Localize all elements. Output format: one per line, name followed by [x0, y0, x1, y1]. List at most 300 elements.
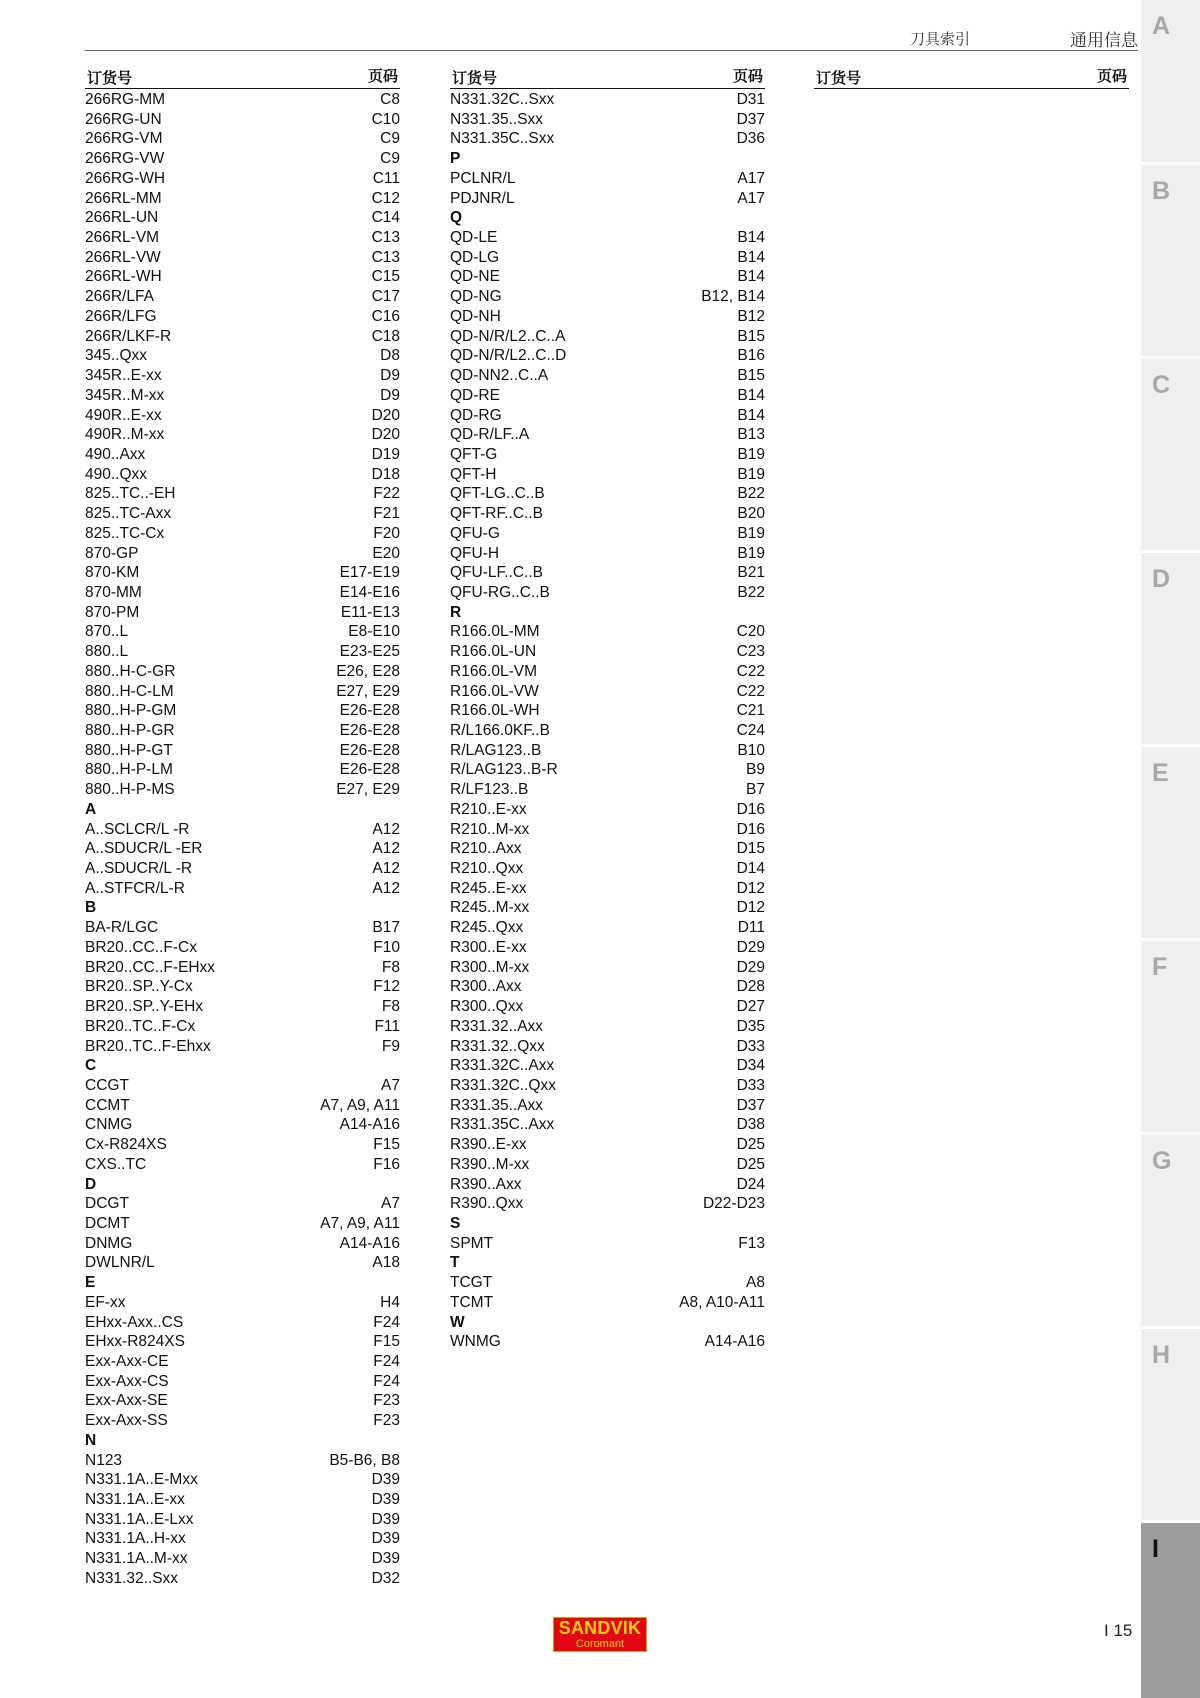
- column-header: [814, 68, 1129, 89]
- index-letter-heading: [450, 1313, 765, 1333]
- page-reference: B22: [737, 583, 765, 601]
- order-number: N123: [85, 1451, 123, 1469]
- page-reference: B17: [372, 919, 400, 937]
- order-number: QD-NN2..C..A: [450, 367, 549, 385]
- page-reference: D25: [736, 1155, 765, 1173]
- order-number: 266RL-VW: [85, 248, 161, 266]
- order-number: QD-RG: [450, 406, 502, 424]
- order-number: R166.0L-VW: [450, 682, 539, 700]
- page-reference: D18: [371, 465, 400, 483]
- page-reference: D12: [736, 899, 765, 917]
- order-number: Cx-R824XS: [85, 1136, 167, 1154]
- order-number: 266RL-UN: [85, 209, 159, 227]
- index-row: [85, 1313, 400, 1333]
- index-row: [85, 622, 400, 642]
- index-row: [85, 662, 400, 682]
- tab-label: F: [1152, 953, 1168, 981]
- order-number: EF-xx: [85, 1293, 126, 1311]
- index-row: [85, 839, 400, 859]
- page-reference: D29: [736, 958, 765, 976]
- index-row: [450, 129, 765, 149]
- order-number: 266RL-VM: [85, 229, 160, 247]
- index-row: [85, 1549, 400, 1569]
- index-row: [85, 1155, 400, 1175]
- column-header: [450, 68, 765, 89]
- page-reference: D20: [371, 406, 400, 424]
- order-number: B: [85, 899, 97, 917]
- page-reference: D31: [736, 91, 765, 108]
- order-number: R390..M-xx: [450, 1155, 530, 1173]
- order-number: BR20..SP..Y-Cx: [85, 978, 193, 996]
- order-number: R: [450, 603, 462, 621]
- page-reference: F8: [381, 998, 400, 1016]
- index-row: [85, 780, 400, 800]
- order-number: R300..M-xx: [450, 958, 530, 976]
- order-number: C: [85, 1057, 97, 1075]
- tab-label: B: [1152, 177, 1171, 205]
- column-header: [85, 68, 400, 89]
- page-reference: F15: [373, 1136, 400, 1154]
- page-reference: C24: [736, 722, 765, 739]
- order-number: W: [450, 1313, 465, 1331]
- page-header-label: 页码: [1096, 68, 1127, 85]
- page-reference: B15: [737, 327, 765, 345]
- page-reference: D12: [736, 879, 765, 897]
- order-number: 266R/LFA: [85, 288, 154, 306]
- page-reference: A18: [372, 1254, 400, 1272]
- page-reference: B12: [737, 307, 765, 325]
- index-row: [450, 662, 765, 682]
- page-reference: B19: [737, 524, 765, 542]
- order-number: Exx-Axx-SE: [85, 1392, 168, 1410]
- order-number: N331.1A..H-xx: [85, 1530, 186, 1548]
- page-reference: D39: [371, 1550, 400, 1568]
- page-reference: C12: [371, 189, 400, 207]
- logo-line-1: SANDVIK: [558, 1618, 642, 1638]
- index-row: [450, 346, 765, 366]
- order-number: 490..Qxx: [85, 465, 148, 483]
- index-column-1: [85, 68, 400, 1589]
- index-row: [450, 839, 765, 859]
- index-row: [85, 248, 400, 268]
- order-number: D: [85, 1175, 97, 1193]
- page-reference: C15: [371, 268, 400, 286]
- page-reference: D14: [736, 860, 765, 878]
- page-reference: F24: [373, 1313, 400, 1331]
- index-row: [450, 859, 765, 879]
- index-letter-heading: [450, 1214, 765, 1234]
- index-row: [85, 583, 400, 603]
- order-number: R210..Axx: [450, 840, 522, 858]
- index-row: [85, 1017, 400, 1037]
- page-reference: B14: [737, 229, 765, 247]
- order-number: Exx-Axx-SS: [85, 1412, 168, 1430]
- page-reference: D39: [371, 1491, 400, 1509]
- index-row: [85, 760, 400, 780]
- page-reference: B13: [737, 426, 765, 444]
- page-reference: D39: [371, 1471, 400, 1489]
- order-number: QFT-LG..C..B: [450, 485, 545, 503]
- tab-d[interactable]: [1141, 553, 1200, 744]
- header-section: 刀具索引: [910, 30, 971, 48]
- order-number: R/LAG123..B-R: [450, 761, 558, 779]
- order-number: 490..Axx: [85, 445, 146, 463]
- page-reference: C8: [380, 91, 400, 108]
- index-row: [85, 406, 400, 426]
- page-reference: D19: [371, 445, 400, 463]
- order-number: 345..Qxx: [85, 347, 148, 365]
- order-number: R331.32C..Qxx: [450, 1076, 556, 1094]
- index-row: [450, 958, 765, 978]
- page-reference: D27: [736, 998, 765, 1016]
- index-row: [85, 1253, 400, 1273]
- page-reference: C23: [736, 643, 765, 661]
- index-row: [450, 90, 765, 110]
- index-letter-heading: [85, 898, 400, 918]
- order-number: 870-PM: [85, 603, 140, 621]
- page-reference: E14-E16: [339, 583, 400, 601]
- page-reference: F15: [373, 1333, 400, 1351]
- order-number: R390..Qxx: [450, 1195, 524, 1213]
- page-reference: D33: [736, 1076, 765, 1094]
- tab-h[interactable]: [1141, 1329, 1200, 1520]
- order-number: R300..Axx: [450, 978, 522, 996]
- index-row: [450, 327, 765, 347]
- index-row: [85, 386, 400, 406]
- index-row: [85, 701, 400, 721]
- order-number: 870-GP: [85, 544, 139, 562]
- index-row: [85, 110, 400, 130]
- index-row: [85, 1135, 400, 1155]
- order-number: 880..H-P-LM: [85, 761, 173, 779]
- index-row: [450, 445, 765, 465]
- order-number: QD-RE: [450, 386, 500, 404]
- page-reference: B15: [737, 367, 765, 385]
- page-reference: B19: [737, 544, 765, 562]
- page-reference: B19: [737, 445, 765, 463]
- index-row: [85, 267, 400, 287]
- order-number: R/LF123..B: [450, 781, 529, 799]
- header-title: 通用信息: [1070, 31, 1138, 51]
- order-number: R166.0L-MM: [450, 623, 540, 641]
- page-reference: D34: [736, 1057, 765, 1075]
- index-row: [85, 307, 400, 327]
- page-reference: C21: [736, 702, 765, 720]
- index-row: [450, 898, 765, 918]
- index-row: [450, 682, 765, 702]
- page-reference: D16: [736, 800, 765, 818]
- order-number: 266RG-WH: [85, 169, 166, 187]
- order-number: DCMT: [85, 1214, 130, 1232]
- index-row: [85, 1037, 400, 1057]
- order-number: R300..E-xx: [450, 938, 527, 956]
- page-reference: C9: [380, 150, 400, 168]
- index-row: [450, 1115, 765, 1135]
- order-number: 266RL-MM: [85, 189, 162, 207]
- tab-i-active[interactable]: [1141, 1523, 1200, 1698]
- order-number: QFT-H: [450, 465, 497, 483]
- page-reference: E26-E28: [339, 722, 400, 739]
- index-letter-heading: [450, 603, 765, 623]
- order-number: R331.32C..Axx: [450, 1057, 555, 1075]
- page-reference: B14: [737, 248, 765, 266]
- index-row: [85, 524, 400, 544]
- index-row: [85, 1470, 400, 1490]
- index-row: [450, 465, 765, 485]
- order-number: N331.1A..E-Lxx: [85, 1510, 194, 1528]
- order-number: QFU-RG..C..B: [450, 583, 550, 601]
- order-number: R245..Qxx: [450, 919, 524, 937]
- index-row: [85, 1451, 400, 1471]
- order-number: 266RL-WH: [85, 268, 162, 286]
- page-reference: D36: [736, 130, 765, 148]
- index-row: [450, 524, 765, 544]
- page-reference: C20: [736, 623, 765, 641]
- page-reference: D37: [736, 110, 765, 128]
- order-number: R/L166.0KF..B: [450, 722, 550, 739]
- index-row: [450, 1234, 765, 1254]
- order-number: N331.1A..E-xx: [85, 1491, 185, 1509]
- index-row: [85, 859, 400, 879]
- order-number: QFT-RF..C..B: [450, 505, 543, 523]
- tab-label: G: [1152, 1147, 1172, 1175]
- index-row: [450, 1194, 765, 1214]
- order-number: S: [450, 1214, 461, 1232]
- index-row: [85, 90, 400, 110]
- page-reference: A17: [737, 189, 765, 207]
- page-reference: D22-D23: [702, 1195, 765, 1213]
- index-row: [450, 248, 765, 268]
- index-row: [85, 484, 400, 504]
- index-row: [450, 307, 765, 327]
- order-number: QFT-G: [450, 445, 498, 463]
- index-row: [85, 918, 400, 938]
- index-letter-heading: [85, 1273, 400, 1293]
- page-reference: F23: [373, 1412, 400, 1430]
- order-number: 880..H-P-GR: [85, 722, 175, 739]
- order-number: R166.0L-VM: [450, 662, 538, 680]
- page-reference: F9: [381, 1037, 400, 1055]
- order-number: BR20..SP..Y-EHx: [85, 998, 204, 1016]
- page-reference: D9: [380, 367, 400, 385]
- page-reference: F24: [373, 1372, 400, 1390]
- index-row: [450, 879, 765, 899]
- order-number: N331.35..Sxx: [450, 110, 544, 128]
- index-row: [85, 1490, 400, 1510]
- sandvik-coromant-logo: [553, 1617, 647, 1652]
- page-reference: F16: [373, 1155, 400, 1173]
- page-reference: E27, E29: [336, 781, 400, 799]
- index-row: [85, 1115, 400, 1135]
- index-row: [85, 129, 400, 149]
- page-reference: D9: [380, 386, 400, 404]
- tab-g[interactable]: [1141, 1135, 1200, 1326]
- order-number: 266RG-VM: [85, 130, 163, 148]
- index-row: [85, 425, 400, 445]
- index-row: [85, 189, 400, 209]
- order-number: R210..E-xx: [450, 800, 527, 818]
- page-reference: F13: [738, 1234, 765, 1252]
- page-reference: F22: [373, 485, 400, 503]
- index-row: [85, 997, 400, 1017]
- order-number: A..STFCR/L-R: [85, 879, 185, 897]
- order-number: BR20..TC..F-Cx: [85, 1017, 196, 1035]
- index-row: [85, 879, 400, 899]
- page-reference: B19: [737, 465, 765, 483]
- index-row: [450, 1017, 765, 1037]
- tab-f[interactable]: [1141, 941, 1200, 1132]
- index-row: [450, 760, 765, 780]
- index-row: [85, 1352, 400, 1372]
- order-number: T: [450, 1254, 460, 1272]
- index-row: [85, 1332, 400, 1352]
- index-row: [450, 1056, 765, 1076]
- index-row: [450, 1037, 765, 1057]
- index-letter-heading: [85, 1056, 400, 1076]
- order-number: 490R..M-xx: [85, 426, 165, 444]
- index-row: [450, 1273, 765, 1293]
- index-letter-heading: [450, 149, 765, 169]
- index-rows: [450, 90, 765, 1352]
- index-row: [85, 1569, 400, 1589]
- page-reference: F12: [373, 978, 400, 996]
- index-column-3: [814, 68, 1129, 90]
- order-number: QD-LG: [450, 248, 500, 266]
- order-number: N331.1A..E-Mxx: [85, 1471, 198, 1489]
- index-row: [450, 544, 765, 564]
- page-reference: D39: [371, 1530, 400, 1548]
- index-row: [85, 721, 400, 741]
- order-number: 825..TC-Cx: [85, 524, 165, 542]
- index-row: [85, 287, 400, 307]
- order-number: 870-KM: [85, 564, 140, 582]
- order-number: R331.35..Axx: [450, 1096, 544, 1114]
- order-number: E: [85, 1274, 96, 1292]
- index-row: [450, 504, 765, 524]
- index-row: [450, 1135, 765, 1155]
- index-row: [85, 1194, 400, 1214]
- order-number: 266RG-MM: [85, 91, 166, 108]
- index-row: [85, 1293, 400, 1313]
- tab-a[interactable]: [1141, 0, 1200, 162]
- index-row: [85, 1234, 400, 1254]
- page-reference: F21: [373, 505, 400, 523]
- index-row: [450, 642, 765, 662]
- order-number: CNMG: [85, 1116, 133, 1134]
- index-row: [450, 406, 765, 426]
- index-row: [450, 1293, 765, 1313]
- order-number: QFU-G: [450, 524, 500, 542]
- order-number: EHxx-R824XS: [85, 1333, 185, 1351]
- page-reference: E17-E19: [339, 564, 400, 582]
- tab-c[interactable]: [1141, 359, 1200, 550]
- order-number: P: [450, 150, 461, 168]
- order-number: R331.32..Axx: [450, 1017, 544, 1035]
- page-header-label: 页码: [367, 68, 398, 85]
- tab-e[interactable]: [1141, 747, 1200, 938]
- logo-line-2: Coromant: [575, 1638, 625, 1650]
- page-reference: E26-E28: [339, 761, 400, 779]
- order-number: R166.0L-UN: [450, 643, 537, 661]
- page-reference: D29: [736, 938, 765, 956]
- order-number: 870-MM: [85, 583, 142, 601]
- index-row: [450, 386, 765, 406]
- order-number: PCLNR/L: [450, 169, 516, 187]
- order-number: 490R..E-xx: [85, 406, 162, 424]
- page-reference: D33: [736, 1037, 765, 1055]
- page-reference: C18: [371, 327, 400, 345]
- page-reference: B20: [737, 505, 765, 523]
- page-reference: D28: [736, 978, 765, 996]
- index-row: [450, 1096, 765, 1116]
- index-row: [450, 287, 765, 307]
- index-row: [450, 938, 765, 958]
- page-reference: D38: [736, 1116, 765, 1134]
- order-number: R166.0L-WH: [450, 702, 540, 720]
- page-reference: D16: [736, 820, 765, 838]
- order-number: N331.35C..Sxx: [450, 130, 555, 148]
- page-reference: D39: [371, 1510, 400, 1528]
- order-number: Exx-Axx-CS: [85, 1372, 169, 1390]
- page-reference: B21: [737, 564, 765, 582]
- order-number: R245..E-xx: [450, 879, 527, 897]
- page-number: I 15: [1104, 1621, 1133, 1640]
- page-reference: A14-A16: [339, 1116, 400, 1134]
- index-column-2: [450, 68, 765, 1352]
- order-number: 345R..E-xx: [85, 367, 162, 385]
- index-row: [450, 622, 765, 642]
- page-reference: A14-A16: [339, 1234, 400, 1252]
- order-number: R245..M-xx: [450, 899, 530, 917]
- index-row: [450, 977, 765, 997]
- page-reference: B9: [746, 761, 765, 779]
- index-row: [85, 208, 400, 228]
- tab-label: I: [1152, 1535, 1159, 1563]
- index-row: [85, 366, 400, 386]
- tab-b[interactable]: [1141, 165, 1200, 356]
- order-number: BR20..CC..F-Cx: [85, 938, 197, 956]
- index-row: [85, 327, 400, 347]
- page-reference: E11-E13: [340, 603, 400, 621]
- order-number: QD-NE: [450, 268, 500, 286]
- page-reference: A7, A9, A11: [320, 1096, 400, 1114]
- index-row: [85, 1096, 400, 1116]
- order-number: Q: [450, 209, 463, 227]
- page-reference: E26-E28: [339, 702, 400, 720]
- order-number: Exx-Axx-CE: [85, 1353, 169, 1370]
- order-number: CCGT: [85, 1076, 129, 1094]
- page-reference: C10: [371, 110, 400, 128]
- tab-label: D: [1152, 565, 1171, 593]
- order-number: DCGT: [85, 1195, 129, 1213]
- index-row: [85, 1214, 400, 1234]
- page-reference: C13: [371, 248, 400, 266]
- order-number: 880..H-P-GT: [85, 741, 173, 759]
- order-number: 880..H-P-MS: [85, 781, 175, 799]
- order-number: DWLNR/L: [85, 1254, 155, 1272]
- order-number: 880..H-P-GM: [85, 702, 177, 720]
- index-row: [450, 701, 765, 721]
- index-row: [85, 642, 400, 662]
- page-reference: C22: [736, 682, 765, 700]
- index-row: [450, 1332, 765, 1352]
- order-number: N331.32..Sxx: [85, 1569, 179, 1587]
- tab-label: E: [1152, 759, 1169, 787]
- order-number: 345R..M-xx: [85, 386, 165, 404]
- order-number: 880..H-C-LM: [85, 682, 174, 700]
- index-row: [450, 110, 765, 130]
- index-row: [450, 1076, 765, 1096]
